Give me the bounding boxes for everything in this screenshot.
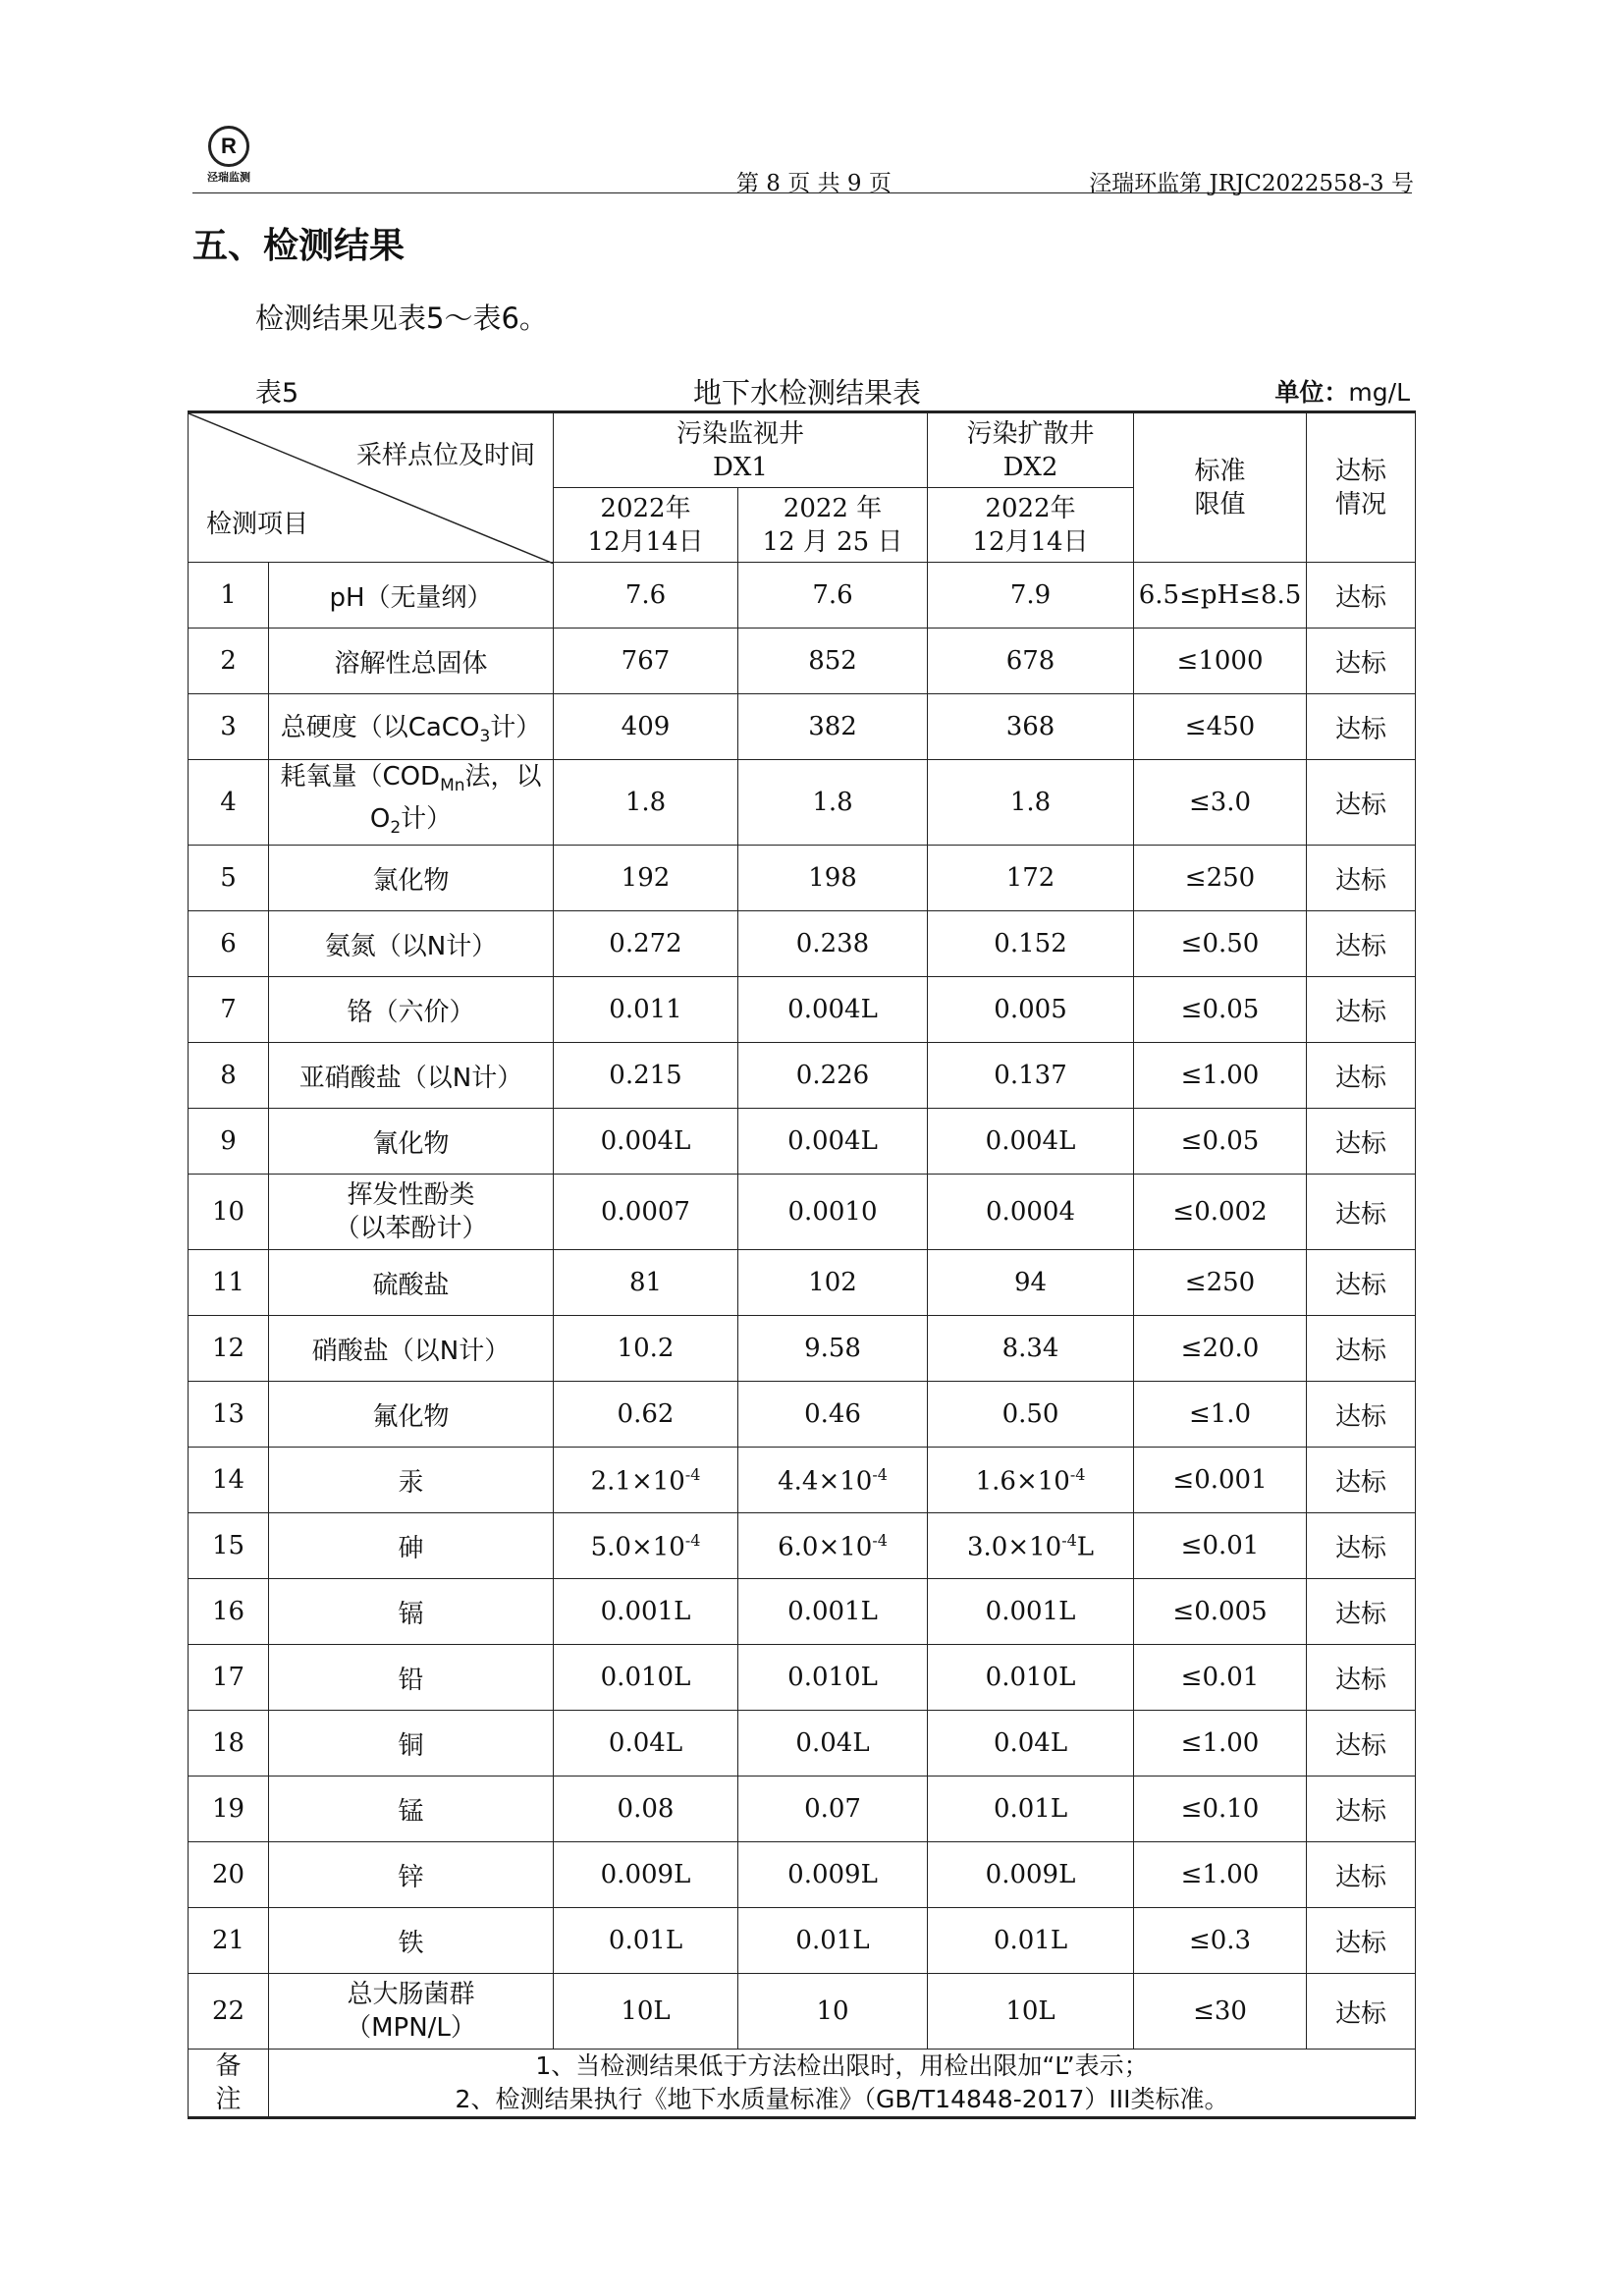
header-site1	[554, 412, 928, 488]
value-base: 4.4×10	[778, 1466, 873, 1497]
row-number: 10	[189, 1175, 269, 1250]
value-cell-v3: 94	[928, 1250, 1134, 1316]
value-cell-v2: 852	[738, 629, 928, 694]
item-line2: （MPN/L）	[346, 2013, 476, 2044]
standard-label-1: 标准	[1194, 456, 1246, 486]
value-cell-v2: 0.009L	[738, 1842, 928, 1908]
note-1: 1、当检测结果低于方法检出限时，用检出限加“L”表示；	[535, 2051, 1149, 2081]
item-name: 总硬度（以CaCO$_3$计）	[269, 694, 554, 760]
value-cell-v3: 0.50	[928, 1382, 1134, 1448]
table-row	[189, 1382, 1416, 1448]
value-base: 1.6×10	[975, 1466, 1070, 1497]
document-number: 泾瑞环监第 JRJC2022558-3 号	[1089, 171, 1414, 196]
table-row	[189, 760, 1416, 846]
value-base: 6.0×10	[778, 1532, 873, 1562]
date3-day: 12月14日	[972, 526, 1089, 557]
header-row-1	[189, 412, 1416, 488]
item-name: 氯化物	[269, 846, 554, 911]
table-row	[189, 1711, 1416, 1777]
note-2: 2、检测结果执行《地下水质量标准》（GB/T14848-2017）III类标准。	[455, 2085, 1229, 2114]
row-number: 16	[189, 1579, 269, 1645]
status-label-1: 达标	[1335, 456, 1387, 486]
notes-label-1: 备	[215, 2051, 242, 2082]
table-row	[189, 1175, 1416, 1250]
value-cell-v3: 0.001L	[928, 1579, 1134, 1645]
value-exponent: -4	[684, 1464, 701, 1484]
table-row	[189, 1513, 1416, 1579]
table-row	[189, 1579, 1416, 1645]
limit-cell: ≤1.00	[1134, 1711, 1307, 1777]
status-cell: 达标	[1307, 563, 1416, 629]
status-cell: 达标	[1307, 1711, 1416, 1777]
header-status	[1307, 412, 1416, 563]
value-cell-v3: 0.01L	[928, 1908, 1134, 1974]
limit-cell: ≤0.002	[1134, 1175, 1307, 1250]
item-line1: 挥发性酚类	[347, 1180, 475, 1211]
value-cell-v1: 0.215	[554, 1043, 738, 1109]
limit-cell: ≤0.10	[1134, 1777, 1307, 1842]
limit-cell: ≤450	[1134, 694, 1307, 760]
table-row	[189, 911, 1416, 977]
company-logo	[196, 126, 261, 185]
logo-mark: R	[208, 126, 249, 167]
value-cell-v2: 0.010L	[738, 1645, 928, 1711]
value-cell-v3: 0.0004	[928, 1175, 1134, 1250]
table-row	[189, 1974, 1416, 2050]
table-row	[189, 1777, 1416, 1842]
item-name	[269, 1974, 554, 2050]
table-row	[189, 1043, 1416, 1109]
value-cell-v3	[928, 1513, 1134, 1579]
limit-cell: ≤0.50	[1134, 911, 1307, 977]
value-cell-v1: 81	[554, 1250, 738, 1316]
value-exponent: -4	[1061, 1530, 1077, 1550]
table-row	[189, 1908, 1416, 1974]
value-cell-v1	[554, 1513, 738, 1579]
value-cell-v2: 9.58	[738, 1316, 928, 1382]
limit-cell: ≤0.01	[1134, 1645, 1307, 1711]
value-cell-v3: 172	[928, 846, 1134, 911]
value-base: 3.0×10	[966, 1532, 1062, 1562]
limit-cell: ≤1.00	[1134, 1842, 1307, 1908]
value-cell-v2: 0.07	[738, 1777, 928, 1842]
status-cell: 达标	[1307, 1513, 1416, 1579]
value-cell-v2	[738, 1448, 928, 1513]
value-cell-v3: 0.152	[928, 911, 1134, 977]
item-name: 锌	[269, 1842, 554, 1908]
value-cell-v1: 767	[554, 629, 738, 694]
section-title: 五、检测结果	[192, 226, 406, 266]
status-cell: 达标	[1307, 1842, 1416, 1908]
limit-cell: ≤0.05	[1134, 977, 1307, 1043]
table-title: 地下水检测结果表	[693, 376, 922, 410]
item-line2: （以苯酚计）	[334, 1214, 488, 1244]
header-date1	[554, 488, 738, 563]
row-number: 2	[189, 629, 269, 694]
row-number: 1	[189, 563, 269, 629]
item-name: 铁	[269, 1908, 554, 1974]
value-cell-v3: 7.9	[928, 563, 1134, 629]
item-name: 亚硝酸盐（以N计）	[269, 1043, 554, 1109]
value-cell-v1: 7.6	[554, 563, 738, 629]
value-cell-v1: 192	[554, 846, 738, 911]
header-site2	[928, 412, 1134, 488]
status-cell: 达标	[1307, 629, 1416, 694]
limit-cell: ≤1.00	[1134, 1043, 1307, 1109]
item-name: 耗氧量（$COD_{Mn}$法，以$O_2$计）	[269, 760, 554, 846]
notes-label-2: 注	[215, 2085, 242, 2115]
status-cell: 达标	[1307, 1645, 1416, 1711]
notes-content	[269, 2050, 1416, 2118]
header-date2	[738, 488, 928, 563]
date2-year: 2022 年	[783, 493, 883, 523]
status-cell: 达标	[1307, 1316, 1416, 1382]
row-number: 11	[189, 1250, 269, 1316]
item-name: 砷	[269, 1513, 554, 1579]
limit-cell: ≤30	[1134, 1974, 1307, 2050]
value-cell-v3: 368	[928, 694, 1134, 760]
notes-row	[189, 2050, 1416, 2118]
value-cell-v2: 1.8	[738, 760, 928, 846]
status-cell: 达标	[1307, 1908, 1416, 1974]
row-number: 18	[189, 1711, 269, 1777]
value-suffix: L	[1076, 1532, 1095, 1562]
value-cell-v2: 0.004L	[738, 1109, 928, 1175]
value-cell-v2: 0.04L	[738, 1711, 928, 1777]
status-label-2: 情况	[1335, 489, 1387, 519]
date1-year: 2022年	[600, 493, 691, 523]
item-name: 汞	[269, 1448, 554, 1513]
value-exponent: -4	[872, 1530, 888, 1550]
value-cell-v1	[554, 1448, 738, 1513]
row-number: 22	[189, 1974, 269, 2050]
table-row	[189, 977, 1416, 1043]
value-cell-v3: 0.01L	[928, 1777, 1134, 1842]
value-cell-v3: 678	[928, 629, 1134, 694]
limit-cell: ≤1000	[1134, 629, 1307, 694]
row-number: 15	[189, 1513, 269, 1579]
value-cell-v2: 0.226	[738, 1043, 928, 1109]
limit-cell: ≤0.01	[1134, 1513, 1307, 1579]
value-cell-v3: 0.009L	[928, 1842, 1134, 1908]
item-name: 溶解性总固体	[269, 629, 554, 694]
logo-text: 泾瑞监测	[207, 171, 250, 184]
limit-cell: ≤0.3	[1134, 1908, 1307, 1974]
item-name: 镉	[269, 1579, 554, 1645]
value-cell-v1: 0.001L	[554, 1579, 738, 1645]
value-base: 2.1×10	[590, 1466, 685, 1497]
value-cell-v3: 8.34	[928, 1316, 1134, 1382]
item-name: 氰化物	[269, 1109, 554, 1175]
standard-label-2: 限值	[1194, 489, 1246, 519]
table-row	[189, 1645, 1416, 1711]
value-cell-v3: 0.04L	[928, 1711, 1134, 1777]
status-cell: 达标	[1307, 977, 1416, 1043]
status-cell: 达标	[1307, 1777, 1416, 1842]
table-row	[189, 1109, 1416, 1175]
value-cell-v1: 0.010L	[554, 1645, 738, 1711]
value-cell-v3: 0.137	[928, 1043, 1134, 1109]
value-cell-v2: 0.238	[738, 911, 928, 977]
site1-code: DX1	[713, 452, 768, 482]
item-name: 硫酸盐	[269, 1250, 554, 1316]
row-number: 20	[189, 1842, 269, 1908]
value-base: 5.0×10	[590, 1532, 685, 1562]
status-cell: 达标	[1307, 694, 1416, 760]
row-number: 12	[189, 1316, 269, 1382]
table-row	[189, 1842, 1416, 1908]
header-sampling-label: 采样点位及时间	[355, 441, 535, 470]
site2-name: 污染扩散井	[966, 418, 1095, 449]
section-intro: 检测结果见表5～表6。	[255, 301, 548, 335]
page-number: 第 8 页 共 9 页	[736, 171, 892, 196]
value-cell-v2: 382	[738, 694, 928, 760]
limit-cell: ≤0.005	[1134, 1579, 1307, 1645]
item-name: 锰	[269, 1777, 554, 1842]
table-row	[189, 1316, 1416, 1382]
value-cell-v1: 0.009L	[554, 1842, 738, 1908]
item-line1: 总大肠菌群	[347, 1980, 475, 2010]
header-standard	[1134, 412, 1307, 563]
value-cell-v2	[738, 1513, 928, 1579]
value-cell-v2: 102	[738, 1250, 928, 1316]
value-cell-v2: 0.01L	[738, 1908, 928, 1974]
value-cell-v3: 0.004L	[928, 1109, 1134, 1175]
table-row	[189, 629, 1416, 694]
value-cell-v1: 0.004L	[554, 1109, 738, 1175]
item-name: 硝酸盐（以N计）	[269, 1316, 554, 1382]
value-cell-v1: 10L	[554, 1974, 738, 2050]
row-number: 4	[189, 760, 269, 846]
table-row	[189, 563, 1416, 629]
value-cell-v2: 0.0010	[738, 1175, 928, 1250]
date1-day: 12月14日	[587, 526, 704, 557]
status-cell: 达标	[1307, 1448, 1416, 1513]
row-number: 6	[189, 911, 269, 977]
limit-cell: ≤3.0	[1134, 760, 1307, 846]
status-cell: 达标	[1307, 1974, 1416, 2050]
value-cell-v2: 0.001L	[738, 1579, 928, 1645]
site1-name: 污染监视井	[676, 418, 805, 449]
status-cell: 达标	[1307, 911, 1416, 977]
value-cell-v2: 10	[738, 1974, 928, 2050]
value-cell-v1: 10.2	[554, 1316, 738, 1382]
row-number: 17	[189, 1645, 269, 1711]
row-number: 14	[189, 1448, 269, 1513]
value-cell-v3: 1.8	[928, 760, 1134, 846]
header-diagonal-cell	[189, 412, 554, 563]
value-cell-v1: 0.04L	[554, 1711, 738, 1777]
site2-code: DX2	[1002, 452, 1058, 482]
table-row	[189, 694, 1416, 760]
limit-cell: ≤1.0	[1134, 1382, 1307, 1448]
limit-cell: ≤250	[1134, 1250, 1307, 1316]
table-number: 表5	[255, 378, 299, 409]
value-cell-v3	[928, 1448, 1134, 1513]
limit-cell: ≤250	[1134, 846, 1307, 911]
item-name: 铜	[269, 1711, 554, 1777]
limit-cell: ≤0.001	[1134, 1448, 1307, 1513]
value-cell-v2: 0.46	[738, 1382, 928, 1448]
value-cell-v1: 0.01L	[554, 1908, 738, 1974]
value-cell-v1: 1.8	[554, 760, 738, 846]
status-cell: 达标	[1307, 1043, 1416, 1109]
value-cell-v1: 0.0007	[554, 1175, 738, 1250]
date2-day: 12 月 25 日	[762, 526, 903, 557]
item-name	[269, 1175, 554, 1250]
table-unit	[1274, 373, 1410, 409]
results-table	[188, 410, 1416, 2119]
item-name: pH（无量纲）	[269, 563, 554, 629]
row-number: 8	[189, 1043, 269, 1109]
row-number: 3	[189, 694, 269, 760]
item-name: 铅	[269, 1645, 554, 1711]
status-cell: 达标	[1307, 846, 1416, 911]
value-cell-v2: 198	[738, 846, 928, 911]
header-date3	[928, 488, 1134, 563]
value-exponent: -4	[684, 1530, 701, 1550]
item-name: 氨氮（以N计）	[269, 911, 554, 977]
value-cell-v1: 0.272	[554, 911, 738, 977]
value-cell-v3: 0.010L	[928, 1645, 1134, 1711]
header-item-label: 检测项目	[206, 510, 309, 539]
date3-year: 2022年	[985, 493, 1076, 523]
unit-label: 单位：	[1274, 378, 1349, 407]
table-row	[189, 1448, 1416, 1513]
unit-value: mg/L	[1348, 378, 1410, 407]
header-divider	[192, 192, 1412, 193]
value-exponent: -4	[872, 1464, 888, 1484]
status-cell: 达标	[1307, 1250, 1416, 1316]
row-number: 5	[189, 846, 269, 911]
status-cell: 达标	[1307, 760, 1416, 846]
value-cell-v3: 10L	[928, 1974, 1134, 2050]
value-exponent: -4	[1069, 1464, 1086, 1484]
value-cell-v1: 0.08	[554, 1777, 738, 1842]
row-number: 9	[189, 1109, 269, 1175]
row-number: 7	[189, 977, 269, 1043]
status-cell: 达标	[1307, 1109, 1416, 1175]
item-name: 铬（六价）	[269, 977, 554, 1043]
limit-cell: ≤0.05	[1134, 1109, 1307, 1175]
value-cell-v2: 7.6	[738, 563, 928, 629]
value-cell-v2: 0.004L	[738, 977, 928, 1043]
limit-cell: 6.5≤pH≤8.5	[1134, 563, 1307, 629]
row-number: 13	[189, 1382, 269, 1448]
value-cell-v1: 409	[554, 694, 738, 760]
value-cell-v1: 0.011	[554, 977, 738, 1043]
row-number: 19	[189, 1777, 269, 1842]
value-cell-v3: 0.005	[928, 977, 1134, 1043]
notes-label	[189, 2050, 269, 2118]
limit-cell: ≤20.0	[1134, 1316, 1307, 1382]
status-cell: 达标	[1307, 1579, 1416, 1645]
row-number: 21	[189, 1908, 269, 1974]
item-name: 氟化物	[269, 1382, 554, 1448]
table-row	[189, 846, 1416, 911]
value-cell-v1: 0.62	[554, 1382, 738, 1448]
status-cell: 达标	[1307, 1382, 1416, 1448]
table-row	[189, 1250, 1416, 1316]
status-cell: 达标	[1307, 1175, 1416, 1250]
